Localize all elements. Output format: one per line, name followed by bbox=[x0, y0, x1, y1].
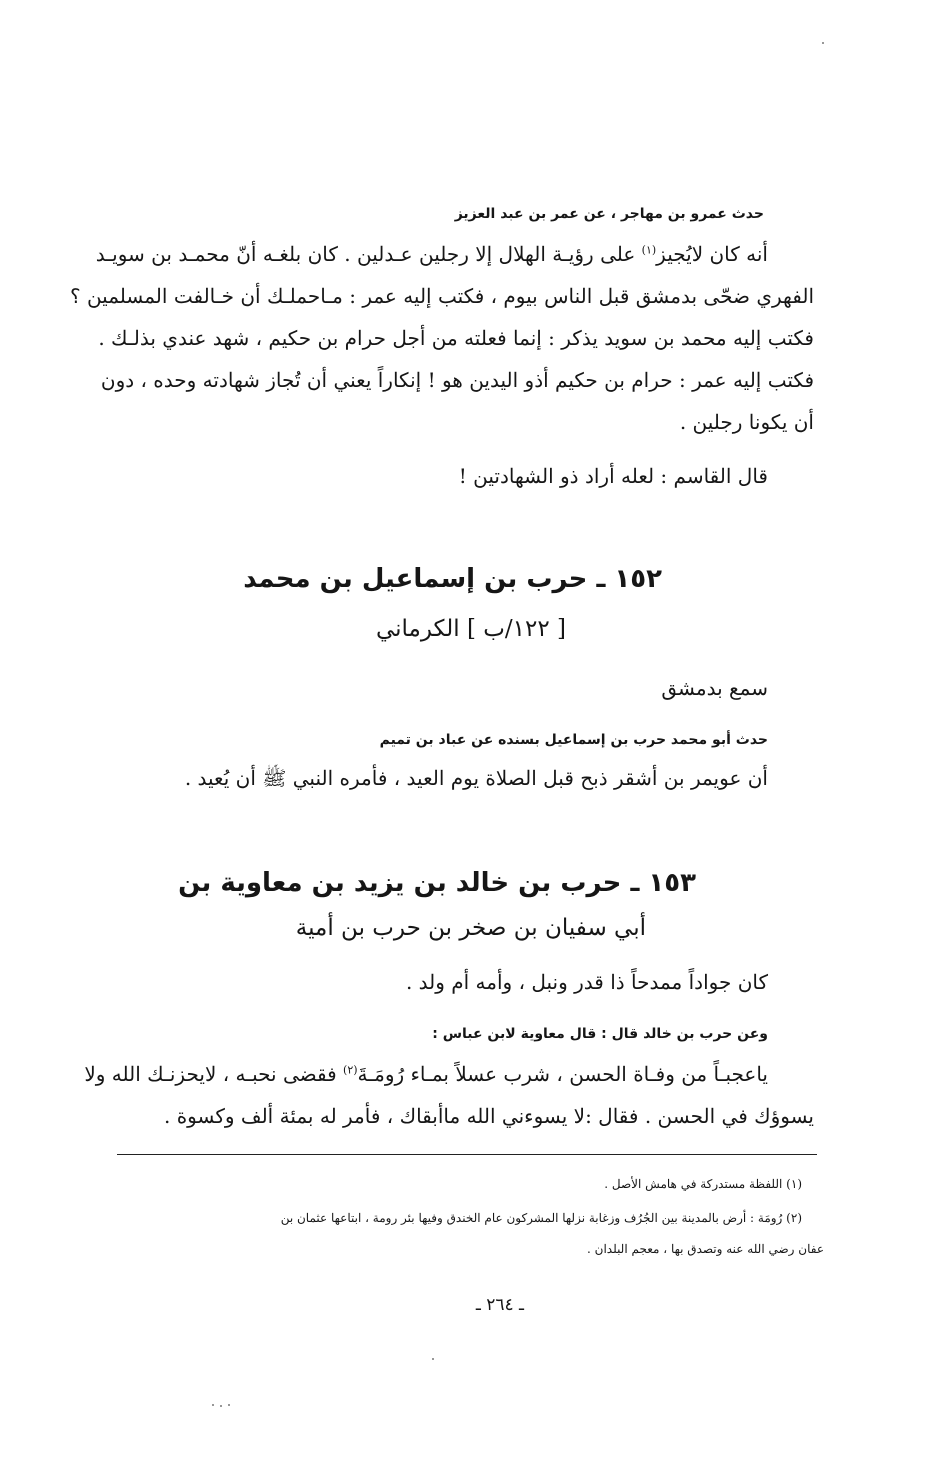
scan-speck bbox=[822, 42, 824, 44]
entry-153-line-1-a: ياعجبـاً من وفـاة الحسن ، شرب عسلاً بمـاء رُومَـةَ bbox=[357, 1062, 768, 1086]
entry-153-line-1 bbox=[84, 1064, 768, 1084]
entry-152-text: أن عويمر بن أشقر ذبح قبل الصلاة يوم العيد ، فأمره النبي ﷺ أن يُعيد . bbox=[184, 766, 768, 790]
scan-speck bbox=[220, 1405, 222, 1407]
entry-153-desc: كان جواداً ممدحاً ذا قدر ونبل ، وأمه أم ولد . bbox=[405, 970, 768, 994]
body-line-4: فكتب إليه عمر : حرام بن حكيم أذو اليدين هو ! إنكاراً يعني أن تُجاز شهادته وحده ، دون bbox=[100, 368, 814, 392]
entry-152-note: سمع بدمشق bbox=[661, 676, 768, 700]
footnote-marker-1: (١) bbox=[641, 243, 657, 257]
footnote-marker-2: (٢) bbox=[343, 1063, 358, 1077]
entry-153-subtitle: أبي سفيان بن صخر بن حرب بن أمية bbox=[295, 915, 646, 941]
entry-152-subtitle: [ ١٢٢/ب ] الكرماني bbox=[375, 616, 566, 642]
footnote-2: (٢) رُومَة : أرض بالمدينة بين الجُرُف وزغابة نزلها المشركون عام الخندق وفيها بئر رومة ، ابتاعها عثمان بن bbox=[280, 1211, 802, 1225]
body-line-5: أن يكونا رجلين . bbox=[679, 410, 814, 434]
footnote-1: (١) اللفظة مستدركة في هامش الأصل . bbox=[604, 1177, 802, 1191]
body-line-3: فكتب إليه محمد بن سويد يذكر : إنما فعلته من أجل حرام بن حكيم ، شهد عندي بذلـك . bbox=[98, 326, 814, 350]
body-line-1 bbox=[96, 244, 768, 264]
body-line-1-a: أنه كان لايُجيز bbox=[656, 242, 768, 266]
entry-152-isnad: حدث أبو محمد حرب بن إسماعيل بسنده عن عباد بن تميم bbox=[379, 732, 768, 748]
entry-153-isnad: وعن حرب بن خالد قال : قال معاوية لابن عباس : bbox=[432, 1026, 768, 1042]
scan-speck bbox=[212, 1404, 214, 1406]
scan-speck bbox=[432, 1358, 434, 1360]
entry-153-line-2: يسوؤك في الحسن . فقال :لا يسوءني الله ماأبقاك ، فأمر له بمئة ألف وكسوة . bbox=[163, 1104, 814, 1128]
isnad-line: حدث عمرو بن مهاجر ، عن عمر بن عبد العزيز bbox=[454, 206, 764, 222]
entry-153-line-1-b: فقضى نحبـه ، لايحزنـك الله ولا bbox=[84, 1062, 337, 1086]
entry-152-title: ١٥٢ ـ حرب بن إسماعيل بن محمد bbox=[243, 564, 662, 594]
qasim-remark: قال القاسم : لعله أراد ذو الشهادتين ! bbox=[458, 464, 768, 488]
body-line-2: الفهري ضحّى بدمشق قبل الناس بيوم ، فكتب إليه عمر : مـاحملـك أن خـالفت المسلمين ؟ bbox=[69, 284, 814, 308]
footnote-separator bbox=[117, 1154, 817, 1155]
entry-153-title: ١٥٣ ـ حرب بن خالد بن يزيد بن معاوية بن bbox=[178, 868, 696, 898]
body-line-1-b: على رؤيـة الهلال إلا رجلين عـدلين . كان بلغـه أنّ محمـد بن سويـد bbox=[95, 242, 636, 266]
page-number: ـ ٢٦٤ ـ bbox=[475, 1295, 524, 1315]
footnote-2-continued: عفان رضي الله عنه وتصدق بها ، معجم البلدان . bbox=[587, 1242, 824, 1256]
scan-speck bbox=[228, 1404, 230, 1406]
